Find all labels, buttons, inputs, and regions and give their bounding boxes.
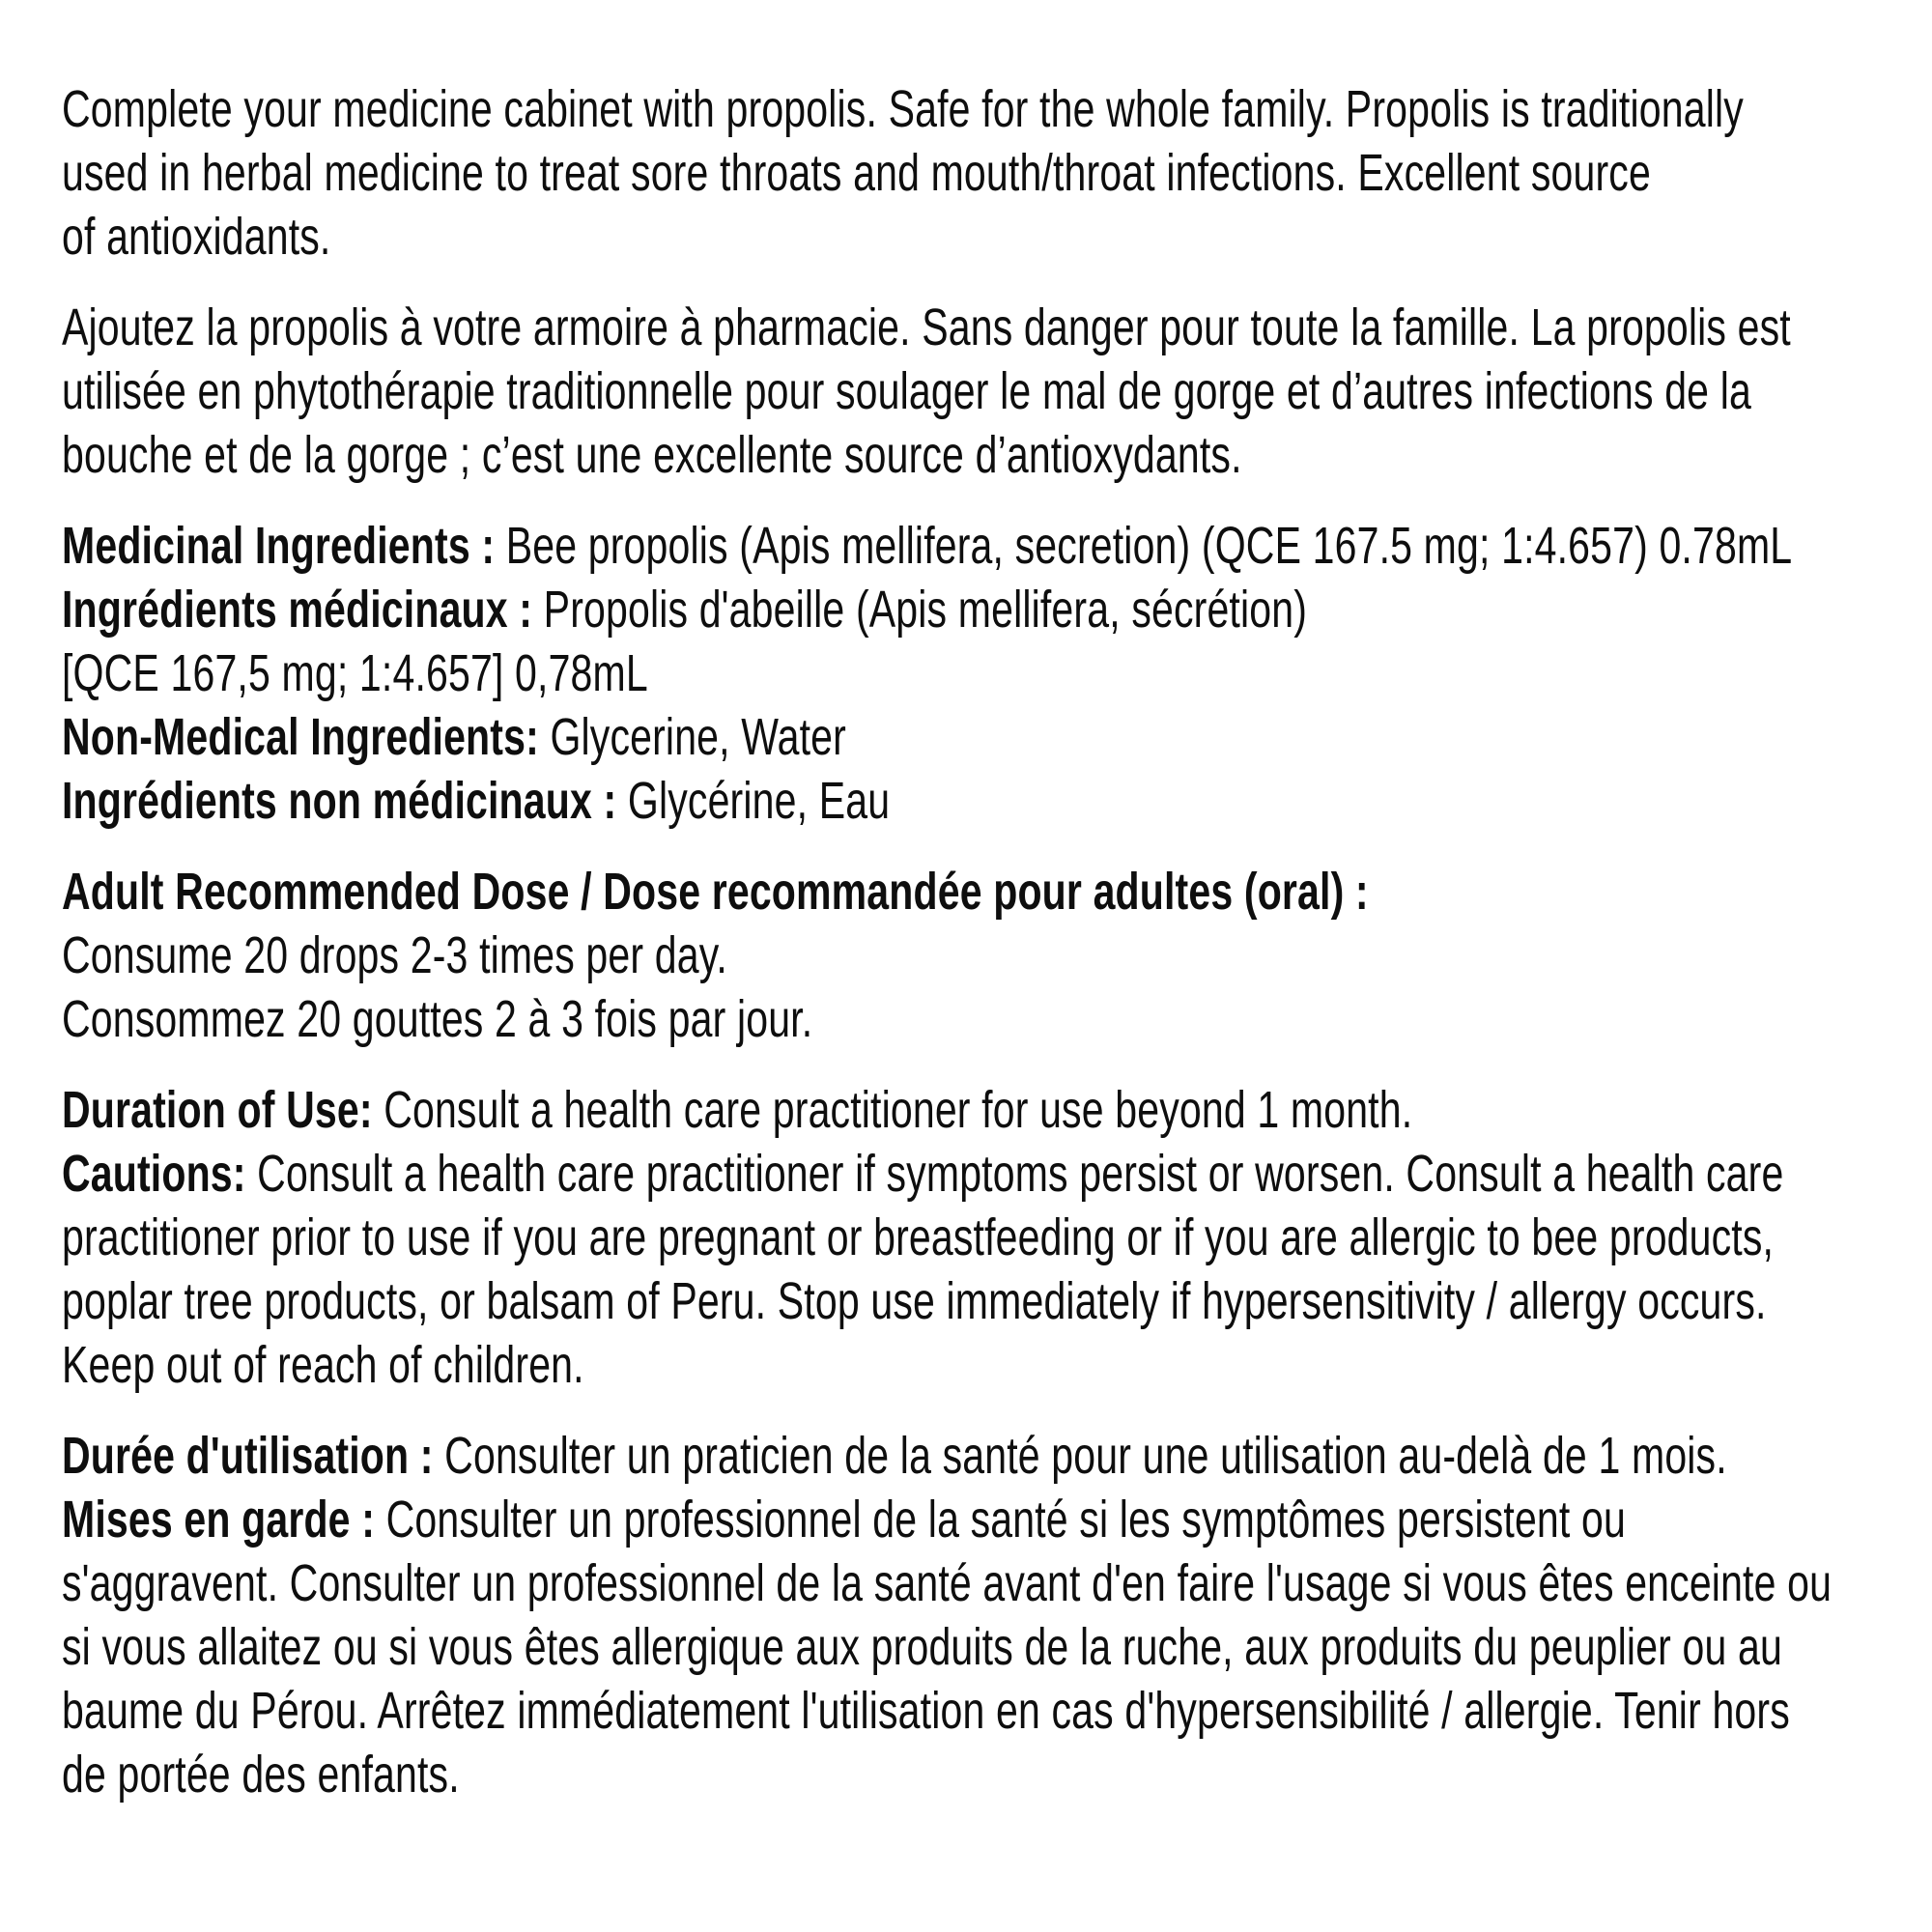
label-body-text: Consult a health care practitioner if symptoms persist or worsen. Consult a health care (245, 1145, 1784, 1203)
label-lead-in: Non-Medical Ingredients: (62, 708, 539, 766)
label-body-text: s'aggravent. Consulter un professionnel de la santé avant d'en faire l'usage si vous êtes enceinte ou (62, 1554, 1833, 1612)
label-lead-in: Mises en garde : (62, 1491, 386, 1548)
text-line (62, 860, 1868, 923)
label-text (62, 77, 1868, 1833)
label-body-text: Consult a health care practitioner for use beyond 1 month. (372, 1081, 1413, 1139)
label-body-text: Consume 20 drops 2-3 times per day. (62, 926, 727, 984)
text-line (62, 141, 1868, 205)
text-line (62, 296, 1868, 359)
text-line (62, 1269, 1868, 1333)
paragraph-intro-fr (62, 296, 1868, 487)
text-line (62, 77, 1868, 141)
text-line (62, 641, 1868, 705)
label-body-text: utilisée en phytothérapie traditionnelle pour soulager le mal de gorge et d’autres infections de la (62, 362, 1751, 420)
text-line (62, 205, 1868, 269)
text-line (62, 423, 1868, 487)
paragraph-warnings-en (62, 1078, 1868, 1397)
text-line (62, 578, 1868, 641)
text-line (62, 1424, 1868, 1488)
paragraph-ingredients (62, 514, 1868, 833)
label-body-text: de portée des enfants. (62, 1746, 460, 1804)
label-body-text: baume du Pérou. Arrêtez immédiatement l'utilisation en cas d'hypersensibilité / allergie. Tenir hors (62, 1682, 1790, 1740)
text-line (62, 1488, 1868, 1551)
text-line (62, 769, 1868, 833)
text-line (62, 1078, 1868, 1142)
text-line (62, 1743, 1868, 1806)
text-line (62, 514, 1868, 578)
label-body-text: of antioxidants. (62, 208, 331, 266)
label-body-text: Consulter un praticien de la santé pour une utilisation au-delà de 1 mois. (444, 1427, 1727, 1485)
label-lead-in: Medicinal Ingredients : (62, 517, 506, 575)
label-body-text: Consulter un professionnel de la santé si les symptômes persistent ou (385, 1491, 1626, 1548)
label-body-text: Ajoutez la propolis à votre armoire à pharmacie. Sans danger pour toute la famille. La propolis est (62, 298, 1791, 356)
label-body-text: bouche et de la gorge ; c’est une excellente source d’antioxydants. (62, 426, 1242, 484)
label-lead-in: Ingrédients médicinaux : (62, 581, 544, 639)
label-body-text: practitioner prior to use if you are pregnant or breastfeeding or if you are allergic to bee products, (62, 1208, 1775, 1266)
label-body-text: Bee propolis (Apis mellifera, secretion) (QCE 167.5 mg; 1:4.657) 0.78mL (505, 517, 1793, 575)
text-line (62, 1206, 1868, 1269)
label-body-text: si vous allaitez ou si vous êtes allergique aux produits de la ruche, aux produits du peuplier ou au (62, 1618, 1783, 1676)
label-body-text: [QCE 167,5 mg; 1:4.657] 0,78mL (62, 644, 648, 702)
paragraph-intro-en (62, 77, 1868, 269)
label-lead-in: Ingrédients non médicinaux : (62, 772, 617, 830)
paragraph-dosage (62, 860, 1868, 1051)
label-body-text: used in herbal medicine to treat sore throats and mouth/throat infections. Excellent source (62, 144, 1651, 202)
text-line (62, 1679, 1868, 1743)
label-body-text: poplar tree products, or balsam of Peru. Stop use immediately if hypersensitivity / allergy occurs. (62, 1272, 1767, 1330)
label-lead-in: Cautions: (62, 1145, 246, 1203)
text-line (62, 1333, 1868, 1397)
paragraph-warnings-fr (62, 1424, 1868, 1806)
text-line (62, 987, 1868, 1051)
text-line (62, 1142, 1868, 1206)
text-line (62, 1551, 1868, 1615)
text-line (62, 1615, 1868, 1679)
text-line (62, 359, 1868, 423)
label-lead-in: Duration of Use: (62, 1081, 373, 1139)
label-body-text: Propolis d'abeille (Apis mellifera, sécrétion) (543, 581, 1308, 639)
label-body-text: Glycérine, Eau (616, 772, 891, 830)
label-lead-in: Durée d'utilisation : (62, 1427, 445, 1485)
label-body-text: Consommez 20 gouttes 2 à 3 fois par jour. (62, 990, 813, 1048)
label-body-text: Glycerine, Water (538, 708, 846, 766)
label-lead-in: Adult Recommended Dose / Dose recommandée pour adultes (oral) : (62, 863, 1369, 921)
text-line (62, 705, 1868, 769)
label-body-text: Keep out of reach of children. (62, 1336, 584, 1394)
label-body-text: Complete your medicine cabinet with propolis. Safe for the whole family. Propolis is traditionally (62, 80, 1744, 138)
text-line (62, 923, 1868, 987)
